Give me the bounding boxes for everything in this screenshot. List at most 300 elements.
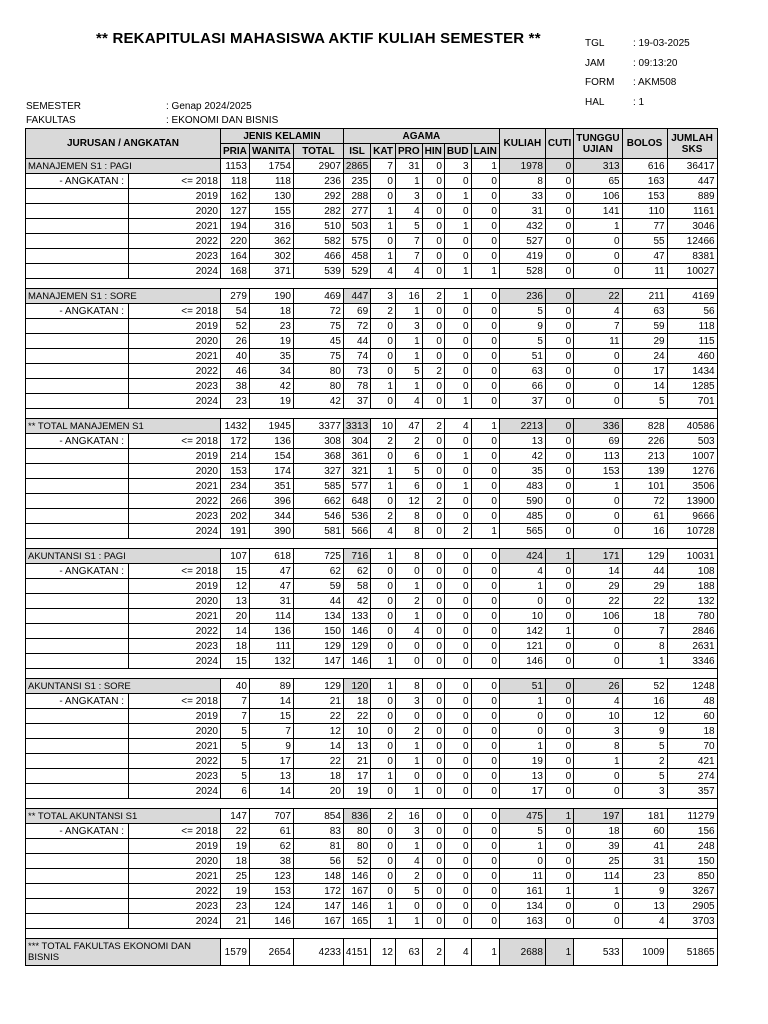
cell-value: 0 bbox=[574, 654, 622, 669]
cell-value: 80 bbox=[293, 379, 343, 394]
cell-value: 0 bbox=[545, 334, 573, 349]
cell-value: 4 bbox=[395, 204, 422, 219]
angkatan-label bbox=[26, 784, 129, 799]
cell-value: 0 bbox=[371, 364, 396, 379]
cell-value: 44 bbox=[343, 334, 370, 349]
cell-value: 134 bbox=[293, 609, 343, 624]
cell-value: 0 bbox=[545, 509, 573, 524]
cell-value: 235 bbox=[343, 174, 370, 189]
cell-value: 0 bbox=[422, 304, 444, 319]
group-summary-row bbox=[26, 419, 718, 434]
cell-value: 0 bbox=[444, 349, 471, 364]
cell-value: 59 bbox=[293, 579, 343, 594]
cell-value: 8 bbox=[574, 739, 622, 754]
cell-value: 0 bbox=[471, 464, 499, 479]
cell-value: 466 bbox=[293, 249, 343, 264]
summary-value: 129 bbox=[622, 549, 667, 564]
cell-value: 1 bbox=[444, 479, 471, 494]
cell-value: 361 bbox=[343, 449, 370, 464]
cell-value: 0 bbox=[574, 349, 622, 364]
spacer-cell bbox=[129, 279, 221, 289]
cell-value: 4 bbox=[499, 564, 545, 579]
cell-value: 0 bbox=[574, 249, 622, 264]
cell-value: 0 bbox=[422, 854, 444, 869]
cell-value: 1 bbox=[574, 479, 622, 494]
summary-value: 197 bbox=[574, 809, 622, 824]
cell-value: 72 bbox=[343, 319, 370, 334]
group-summary-row bbox=[26, 159, 718, 174]
spacer-cell bbox=[395, 279, 422, 289]
cell-value: 136 bbox=[249, 434, 293, 449]
cell-value: 153 bbox=[574, 464, 622, 479]
angkatan-year: 2019 bbox=[129, 449, 221, 464]
cell-value: 0 bbox=[574, 364, 622, 379]
cell-value: 529 bbox=[343, 264, 370, 279]
summary-value: 707 bbox=[249, 809, 293, 824]
summary-value: 22 bbox=[574, 289, 622, 304]
cell-value: 6 bbox=[221, 784, 250, 799]
cell-value: 6 bbox=[395, 449, 422, 464]
cell-value: 0 bbox=[371, 349, 396, 364]
cell-value: 0 bbox=[422, 899, 444, 914]
cell-value: 22 bbox=[343, 709, 370, 724]
cell-value: 141 bbox=[574, 204, 622, 219]
cell-value: 0 bbox=[422, 884, 444, 899]
spacer-cell bbox=[422, 669, 444, 679]
cell-value: 0 bbox=[471, 639, 499, 654]
cell-value: 42 bbox=[249, 379, 293, 394]
table-row bbox=[26, 639, 718, 654]
cell-value: 0 bbox=[545, 579, 573, 594]
cell-value: 188 bbox=[667, 579, 717, 594]
cell-value: 0 bbox=[545, 264, 573, 279]
cell-value: 0 bbox=[371, 754, 396, 769]
cell-value: 80 bbox=[343, 839, 370, 854]
cell-value: 14 bbox=[293, 739, 343, 754]
cell-value: 153 bbox=[622, 189, 667, 204]
summary-value: 2 bbox=[422, 419, 444, 434]
spacer-cell bbox=[371, 409, 396, 419]
summary-value: 51 bbox=[499, 679, 545, 694]
cell-value: 0 bbox=[471, 914, 499, 929]
cell-value: 37 bbox=[343, 394, 370, 409]
cell-value: 0 bbox=[471, 449, 499, 464]
cell-value: 780 bbox=[667, 609, 717, 624]
spacer-cell bbox=[293, 799, 343, 809]
cell-value: 0 bbox=[545, 304, 573, 319]
cell-value: 1 bbox=[545, 884, 573, 899]
cell-value: 277 bbox=[343, 204, 370, 219]
cell-value: 0 bbox=[545, 479, 573, 494]
cell-value: 0 bbox=[545, 694, 573, 709]
cell-value: 368 bbox=[293, 449, 343, 464]
summary-value: 1 bbox=[444, 289, 471, 304]
cell-value: 5 bbox=[221, 769, 250, 784]
cell-value: 3506 bbox=[667, 479, 717, 494]
cell-value: 48 bbox=[667, 694, 717, 709]
cell-value: 111 bbox=[249, 639, 293, 654]
cell-value: 1 bbox=[395, 784, 422, 799]
summary-value: 0 bbox=[422, 549, 444, 564]
cell-value: 4 bbox=[395, 264, 422, 279]
summary-value: 3313 bbox=[343, 419, 370, 434]
cell-value: 0 bbox=[422, 624, 444, 639]
angkatan-year: <= 2018 bbox=[129, 434, 221, 449]
report-title: ** REKAPITULASI MAHASISWA AKTIF KULIAH SEMESTER ** bbox=[96, 30, 541, 47]
cell-value: 447 bbox=[667, 174, 717, 189]
cell-value: 0 bbox=[471, 364, 499, 379]
cell-value: 0 bbox=[422, 434, 444, 449]
cell-value: 0 bbox=[422, 594, 444, 609]
summary-value: 1 bbox=[371, 549, 396, 564]
cell-value: 304 bbox=[343, 434, 370, 449]
cell-value: 1 bbox=[371, 249, 396, 264]
cell-value: 167 bbox=[343, 884, 370, 899]
table-row bbox=[26, 869, 718, 884]
cell-value: 0 bbox=[471, 204, 499, 219]
cell-value: 1007 bbox=[667, 449, 717, 464]
cell-value: 0 bbox=[444, 334, 471, 349]
spacer-row bbox=[26, 669, 718, 679]
summary-value: 424 bbox=[499, 549, 545, 564]
cell-value: 9 bbox=[499, 319, 545, 334]
cell-value: 139 bbox=[622, 464, 667, 479]
cell-value: 18 bbox=[221, 639, 250, 654]
cell-value: 154 bbox=[249, 449, 293, 464]
cell-value: 80 bbox=[293, 364, 343, 379]
cell-value: 0 bbox=[444, 754, 471, 769]
cell-value: 0 bbox=[371, 854, 396, 869]
table-row bbox=[26, 654, 718, 669]
cell-value: 5 bbox=[221, 724, 250, 739]
cell-value: 3 bbox=[395, 189, 422, 204]
cell-value: 581 bbox=[293, 524, 343, 539]
cell-value: 31 bbox=[499, 204, 545, 219]
spacer-cell bbox=[545, 799, 573, 809]
angkatan-label: - ANGKATAN : bbox=[26, 304, 129, 319]
cell-value: 19 bbox=[249, 394, 293, 409]
summary-value: 4 bbox=[444, 419, 471, 434]
cell-value: 0 bbox=[574, 524, 622, 539]
summary-value: 1 bbox=[545, 549, 573, 564]
angkatan-label bbox=[26, 379, 129, 394]
cell-value: 16 bbox=[622, 694, 667, 709]
summary-value: 0 bbox=[471, 679, 499, 694]
summary-value: 618 bbox=[249, 549, 293, 564]
cell-value: 396 bbox=[249, 494, 293, 509]
table-row bbox=[26, 494, 718, 509]
cell-value: 3046 bbox=[667, 219, 717, 234]
cell-value: 0 bbox=[545, 609, 573, 624]
cell-value: 42 bbox=[343, 594, 370, 609]
cell-value: 52 bbox=[343, 854, 370, 869]
table-row bbox=[26, 784, 718, 799]
cell-value: 889 bbox=[667, 189, 717, 204]
spacer-cell bbox=[545, 539, 573, 549]
cell-value: 565 bbox=[499, 524, 545, 539]
cell-value: 13 bbox=[221, 594, 250, 609]
cell-value: 15 bbox=[221, 564, 250, 579]
table-row bbox=[26, 449, 718, 464]
spacer-cell bbox=[444, 929, 471, 939]
cell-value: 25 bbox=[221, 869, 250, 884]
cell-value: 61 bbox=[249, 824, 293, 839]
cell-value: 12 bbox=[395, 494, 422, 509]
table-row bbox=[26, 824, 718, 839]
cell-value: 146 bbox=[343, 899, 370, 914]
grand-total-value: 1009 bbox=[622, 939, 667, 966]
cell-value: 73 bbox=[343, 364, 370, 379]
cell-value: 22 bbox=[293, 709, 343, 724]
cell-value: 0 bbox=[422, 609, 444, 624]
cell-value: 33 bbox=[499, 189, 545, 204]
cell-value: 26 bbox=[221, 334, 250, 349]
summary-value: 1248 bbox=[667, 679, 717, 694]
cell-value: 0 bbox=[545, 234, 573, 249]
cell-value: 18 bbox=[293, 769, 343, 784]
summary-value: 2 bbox=[422, 289, 444, 304]
spacer-cell bbox=[471, 669, 499, 679]
spacer-cell bbox=[667, 409, 717, 419]
cell-value: 0 bbox=[422, 379, 444, 394]
cell-value: 0 bbox=[395, 639, 422, 654]
cell-value: 0 bbox=[422, 709, 444, 724]
cell-value: 0 bbox=[471, 739, 499, 754]
table-row bbox=[26, 769, 718, 784]
cell-value: 1 bbox=[574, 219, 622, 234]
group-name: ** TOTAL MANAJEMEN S1 bbox=[26, 419, 221, 434]
cell-value: 13 bbox=[249, 769, 293, 784]
spacer-cell bbox=[574, 669, 622, 679]
cell-value: 22 bbox=[574, 594, 622, 609]
cell-value: 0 bbox=[574, 639, 622, 654]
cell-value: 0 bbox=[545, 449, 573, 464]
cell-value: 4 bbox=[395, 394, 422, 409]
cell-value: 4 bbox=[574, 694, 622, 709]
spacer-cell bbox=[26, 279, 129, 289]
cell-value: 23 bbox=[221, 394, 250, 409]
angkatan-year: 2022 bbox=[129, 364, 221, 379]
cell-value: 274 bbox=[667, 769, 717, 784]
angkatan-year: 2021 bbox=[129, 349, 221, 364]
table-row bbox=[26, 174, 718, 189]
cell-value: 2905 bbox=[667, 899, 717, 914]
spacer-cell bbox=[26, 799, 129, 809]
cell-value: 60 bbox=[622, 824, 667, 839]
cell-value: 191 bbox=[221, 524, 250, 539]
cell-value: 29 bbox=[574, 579, 622, 594]
cell-value: 0 bbox=[422, 654, 444, 669]
spacer-cell bbox=[293, 669, 343, 679]
spacer-cell bbox=[249, 669, 293, 679]
table-row bbox=[26, 739, 718, 754]
cell-value: 106 bbox=[574, 609, 622, 624]
spacer-cell bbox=[422, 799, 444, 809]
summary-value: 0 bbox=[422, 679, 444, 694]
spacer-cell bbox=[545, 279, 573, 289]
cell-value: 58 bbox=[343, 579, 370, 594]
spacer-cell bbox=[371, 539, 396, 549]
angkatan-year: 2020 bbox=[129, 724, 221, 739]
cell-value: 1 bbox=[622, 654, 667, 669]
cell-value: 362 bbox=[249, 234, 293, 249]
cell-value: 0 bbox=[444, 594, 471, 609]
cell-value: 0 bbox=[422, 754, 444, 769]
cell-value: 41 bbox=[622, 839, 667, 854]
cell-value: 38 bbox=[221, 379, 250, 394]
spacer-cell bbox=[221, 929, 250, 939]
summary-value: 854 bbox=[293, 809, 343, 824]
angkatan-label bbox=[26, 464, 129, 479]
angkatan-year: 2024 bbox=[129, 524, 221, 539]
cell-value: 0 bbox=[545, 349, 573, 364]
cell-value: 62 bbox=[293, 564, 343, 579]
cell-value: 0 bbox=[471, 854, 499, 869]
cell-value: 0 bbox=[422, 914, 444, 929]
cell-value: 0 bbox=[545, 869, 573, 884]
group-summary-row bbox=[26, 549, 718, 564]
cell-value: 0 bbox=[471, 654, 499, 669]
cell-value: 566 bbox=[343, 524, 370, 539]
summary-value: 0 bbox=[545, 159, 573, 174]
cell-value: 850 bbox=[667, 869, 717, 884]
angkatan-label bbox=[26, 754, 129, 769]
grand-total-value: 51865 bbox=[667, 939, 717, 966]
spacer-cell bbox=[545, 669, 573, 679]
cell-value: 0 bbox=[444, 639, 471, 654]
cell-value: 288 bbox=[343, 189, 370, 204]
cell-value: 29 bbox=[622, 579, 667, 594]
table-row bbox=[26, 694, 718, 709]
cell-value: 7 bbox=[622, 624, 667, 639]
angkatan-label bbox=[26, 594, 129, 609]
cell-value: 0 bbox=[444, 884, 471, 899]
cell-value: 0 bbox=[444, 564, 471, 579]
angkatan-label bbox=[26, 869, 129, 884]
spacer-cell bbox=[129, 539, 221, 549]
cell-value: 0 bbox=[545, 739, 573, 754]
cell-value: 2846 bbox=[667, 624, 717, 639]
report-info bbox=[26, 100, 278, 128]
cell-value: 0 bbox=[422, 824, 444, 839]
angkatan-year: 2020 bbox=[129, 204, 221, 219]
cell-value: 0 bbox=[471, 234, 499, 249]
header-jenis-kelamin: JENIS KELAMIN bbox=[221, 129, 344, 144]
cell-value: 0 bbox=[545, 899, 573, 914]
cell-value: 1 bbox=[371, 899, 396, 914]
cell-value: 147 bbox=[293, 899, 343, 914]
group-summary-row bbox=[26, 809, 718, 824]
angkatan-year: 2019 bbox=[129, 709, 221, 724]
cell-value: 0 bbox=[422, 204, 444, 219]
cell-value: 0 bbox=[574, 769, 622, 784]
cell-value: 316 bbox=[249, 219, 293, 234]
cell-value: 5 bbox=[221, 754, 250, 769]
cell-value: 51 bbox=[499, 349, 545, 364]
summary-value: 336 bbox=[574, 419, 622, 434]
spacer-cell bbox=[293, 409, 343, 419]
grand-total-value: 4233 bbox=[293, 939, 343, 966]
cell-value: 194 bbox=[221, 219, 250, 234]
header-bolos: BOLOS bbox=[622, 129, 667, 159]
cell-value: 0 bbox=[444, 709, 471, 724]
cell-value: 292 bbox=[293, 189, 343, 204]
cell-value: 163 bbox=[499, 914, 545, 929]
cell-value: 344 bbox=[249, 509, 293, 524]
cell-value: 63 bbox=[622, 304, 667, 319]
cell-value: 148 bbox=[293, 869, 343, 884]
summary-value: 52 bbox=[622, 679, 667, 694]
spacer-cell bbox=[343, 929, 370, 939]
spacer-cell bbox=[422, 929, 444, 939]
summary-value: 3 bbox=[444, 159, 471, 174]
cell-value: 0 bbox=[371, 639, 396, 654]
spacer-cell bbox=[499, 539, 545, 549]
table-row bbox=[26, 394, 718, 409]
angkatan-label bbox=[26, 579, 129, 594]
cell-value: 0 bbox=[371, 694, 396, 709]
spacer-cell bbox=[293, 539, 343, 549]
cell-value: 80 bbox=[343, 824, 370, 839]
cell-value: 2 bbox=[371, 434, 396, 449]
cell-value: 31 bbox=[622, 854, 667, 869]
summary-value: 8 bbox=[395, 679, 422, 694]
cell-value: 0 bbox=[422, 839, 444, 854]
cell-value: 0 bbox=[545, 594, 573, 609]
cell-value: 536 bbox=[343, 509, 370, 524]
cell-value: 174 bbox=[249, 464, 293, 479]
table-row bbox=[26, 319, 718, 334]
cell-value: 0 bbox=[545, 769, 573, 784]
cell-value: 248 bbox=[667, 839, 717, 854]
cell-value: 21 bbox=[221, 914, 250, 929]
cell-value: 5 bbox=[622, 394, 667, 409]
cell-value: 8 bbox=[622, 639, 667, 654]
cell-value: 0 bbox=[545, 654, 573, 669]
cell-value: 0 bbox=[444, 204, 471, 219]
cell-value: 132 bbox=[667, 594, 717, 609]
cell-value: 0 bbox=[422, 579, 444, 594]
cell-value: 0 bbox=[444, 609, 471, 624]
cell-value: 146 bbox=[249, 914, 293, 929]
cell-value: 3 bbox=[395, 694, 422, 709]
cell-value: 65 bbox=[574, 174, 622, 189]
angkatan-year: 2020 bbox=[129, 854, 221, 869]
cell-value: 39 bbox=[574, 839, 622, 854]
cell-value: 7 bbox=[574, 319, 622, 334]
cell-value: 8381 bbox=[667, 249, 717, 264]
grand-total-label: *** TOTAL FAKULTAS EKONOMI DAN BISNIS bbox=[26, 939, 221, 966]
grand-total-value: 2654 bbox=[249, 939, 293, 966]
summary-value: 1 bbox=[545, 809, 573, 824]
spacer-cell bbox=[622, 539, 667, 549]
angkatan-year: 2021 bbox=[129, 609, 221, 624]
cell-value: 18 bbox=[622, 609, 667, 624]
cell-value: 1 bbox=[395, 304, 422, 319]
cell-value: 118 bbox=[249, 174, 293, 189]
cell-value: 0 bbox=[371, 334, 396, 349]
cell-value: 4 bbox=[371, 524, 396, 539]
cell-value: 72 bbox=[293, 304, 343, 319]
meta-row-time: JAM : 09:13:20 bbox=[585, 57, 678, 69]
cell-value: 0 bbox=[444, 304, 471, 319]
cell-value: 5 bbox=[499, 334, 545, 349]
cell-value: 0 bbox=[444, 769, 471, 784]
summary-value: 1 bbox=[471, 159, 499, 174]
spacer-cell bbox=[499, 279, 545, 289]
summary-value: 0 bbox=[444, 549, 471, 564]
spacer-cell bbox=[293, 279, 343, 289]
